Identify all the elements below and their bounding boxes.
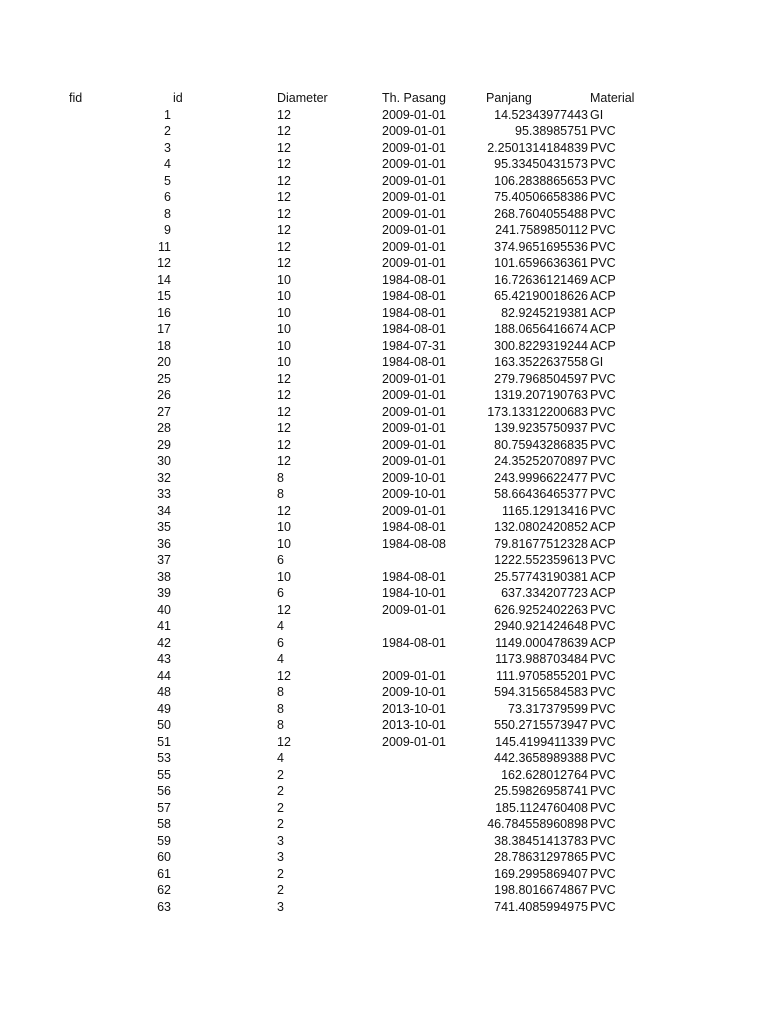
cell-th-pasang: 2009-01-01 [382,206,446,221]
cell-material: PVC [590,718,616,732]
cell-diameter: 6 [277,586,284,600]
cell-diameter: 8 [277,685,284,699]
cell-panjang: 80.75943286835 [494,437,588,452]
cell-panjang: 1222.552359613 [494,553,588,567]
cell-diameter: 3 [277,833,284,848]
cell-material: PVC [590,668,616,683]
cell-diameter: 10 [277,289,291,303]
cell-th-pasang: 1984-08-01 [382,289,446,303]
table-row [0,206,768,223]
cell-material: PVC [590,701,616,716]
table-row [0,734,768,751]
table-row [0,651,768,668]
cell-material: PVC [590,767,616,782]
cell-id: 50 [157,718,171,732]
cell-id: 20 [157,355,171,369]
cell-th-pasang: 2009-01-01 [382,388,446,402]
cell-panjang: 185.1124760408 [495,800,588,815]
table-row [0,371,768,388]
cell-diameter: 12 [277,503,291,518]
cell-th-pasang: 1984-08-01 [382,272,446,287]
cell-th-pasang: 2009-10-01 [382,685,446,699]
cell-th-pasang: 2009-01-01 [382,602,446,617]
table-row [0,536,768,553]
cell-id: 34 [157,503,171,518]
cell-id: 41 [157,619,171,633]
cell-material: PVC [590,487,616,501]
cell-diameter: 12 [277,734,291,749]
header-th-pasang: Th. Pasang [382,91,446,105]
cell-th-pasang: 1984-10-01 [382,586,446,600]
cell-panjang: 1319.207190763 [494,388,588,402]
table-row [0,684,768,701]
cell-panjang: 65.42190018626 [494,289,588,303]
cell-diameter: 3 [277,850,284,864]
cell-id: 9 [164,223,171,237]
cell-material: PVC [590,619,616,633]
cell-id: 8 [164,206,171,221]
cell-panjang: 594.3156584583 [494,685,588,699]
cell-panjang: 1149.000478639 [495,635,588,650]
cell-th-pasang: 2009-01-01 [382,734,446,749]
cell-th-pasang: 2013-10-01 [382,701,446,716]
cell-id: 58 [157,817,171,831]
table-row [0,668,768,685]
header-id: id [173,91,183,105]
table-row [0,585,768,602]
cell-th-pasang: 2009-01-01 [382,190,446,204]
cell-panjang: 73.317379599 [508,701,588,716]
spreadsheet-table [0,90,768,915]
cell-panjang: 198.8016674867 [494,883,588,897]
table-row [0,899,768,916]
cell-material: ACP [590,305,616,320]
cell-panjang: 243.9996622477 [494,470,588,485]
cell-id: 3 [164,140,171,155]
cell-panjang: 300.8229319244 [494,338,588,353]
table-row [0,288,768,305]
table-row [0,404,768,421]
cell-id: 5 [164,173,171,188]
cell-id: 35 [157,520,171,534]
cell-panjang: 188.0656416674 [494,322,588,336]
cell-th-pasang: 2009-01-01 [382,239,446,254]
cell-id: 36 [157,536,171,551]
table-row [0,569,768,586]
cell-material: PVC [590,503,616,518]
cell-panjang: 95.38985751 [515,124,588,138]
cell-diameter: 12 [277,157,291,171]
cell-panjang: 16.72636121469 [494,272,588,287]
cell-material: ACP [590,338,616,353]
cell-panjang: 173.13312200683 [487,404,588,419]
cell-material: PVC [590,685,616,699]
cell-th-pasang: 2013-10-01 [382,718,446,732]
cell-material: PVC [590,652,616,666]
cell-diameter: 8 [277,470,284,485]
cell-material: PVC [590,899,616,914]
table-row [0,189,768,206]
cell-th-pasang: 2009-01-01 [382,124,446,138]
cell-id: 63 [157,899,171,914]
cell-diameter: 3 [277,899,284,914]
cell-th-pasang: 2009-01-01 [382,454,446,468]
header-diameter: Diameter [277,91,328,105]
cell-id: 12 [157,256,171,270]
cell-panjang: 14.52343977443 [494,107,588,122]
cell-material: PVC [590,602,616,617]
cell-diameter: 10 [277,520,291,534]
cell-id: 2 [164,124,171,138]
cell-panjang: 111.9705855201 [496,668,588,683]
cell-material: PVC [590,239,616,254]
cell-panjang: 25.57743190381 [494,569,588,584]
table-row [0,420,768,437]
cell-id: 44 [157,668,171,683]
cell-panjang: 145.4199411339 [495,734,588,749]
cell-id: 38 [157,569,171,584]
cell-diameter: 2 [277,800,284,815]
cell-diameter: 2 [277,784,284,798]
cell-diameter: 12 [277,223,291,237]
cell-diameter: 4 [277,652,284,666]
cell-panjang: 46.784558960898 [487,817,588,831]
cell-material: GI [590,355,604,369]
cell-th-pasang: 2009-10-01 [382,470,446,485]
cell-diameter: 12 [277,421,291,435]
cell-material: ACP [590,586,616,600]
table-row [0,717,768,734]
table-row [0,635,768,652]
cell-id: 6 [164,190,171,204]
table-row [0,107,768,124]
cell-diameter: 12 [277,437,291,452]
table-row [0,519,768,536]
cell-id: 39 [157,586,171,600]
cell-diameter: 12 [277,256,291,270]
cell-id: 11 [158,239,171,254]
cell-diameter: 12 [277,107,291,122]
table-row [0,239,768,256]
table-row [0,123,768,140]
cell-panjang: 1173.988703484 [495,652,588,666]
table-row [0,552,768,569]
cell-diameter: 12 [277,140,291,155]
cell-diameter: 8 [277,718,284,732]
header-fid: fid [69,91,83,105]
table-row [0,783,768,800]
cell-material: PVC [590,190,616,204]
cell-diameter: 10 [277,305,291,320]
cell-material: ACP [590,536,616,551]
cell-id: 29 [157,437,171,452]
cell-th-pasang: 1984-08-08 [382,536,446,551]
cell-diameter: 12 [277,388,291,402]
cell-material: PVC [590,371,616,386]
table-row [0,750,768,767]
cell-id: 42 [157,635,171,650]
cell-id: 48 [157,685,171,699]
cell-id: 43 [157,652,171,666]
cell-material: PVC [590,157,616,171]
cell-th-pasang: 1984-08-01 [382,322,446,336]
cell-th-pasang: 2009-01-01 [382,437,446,452]
cell-diameter: 10 [277,272,291,287]
cell-diameter: 4 [277,751,284,765]
cell-material: PVC [590,751,616,765]
cell-id: 32 [157,470,171,485]
cell-id: 53 [157,751,171,765]
cell-material: PVC [590,850,616,864]
cell-diameter: 6 [277,553,284,567]
table-row [0,453,768,470]
cell-id: 57 [157,800,171,815]
cell-panjang: 550.2715573947 [494,718,588,732]
header-panjang: Panjang [486,91,532,105]
cell-th-pasang: 1984-07-31 [382,338,446,353]
cell-panjang: 79.81677512328 [494,536,588,551]
table-row [0,437,768,454]
table-row [0,701,768,718]
table-row [0,866,768,883]
cell-th-pasang: 2009-01-01 [382,668,446,683]
table-row [0,305,768,322]
cell-th-pasang: 2009-01-01 [382,256,446,270]
cell-th-pasang: 1984-08-01 [382,569,446,584]
table-row [0,222,768,239]
cell-material: PVC [590,800,616,815]
cell-panjang: 442.3658989388 [494,751,588,765]
table-row [0,882,768,899]
cell-id: 30 [157,454,171,468]
cell-id: 15 [157,289,171,303]
cell-diameter: 12 [277,239,291,254]
cell-panjang: 101.6596636361 [494,256,588,270]
cell-panjang: 58.66436465377 [494,487,588,501]
table-row [0,173,768,190]
cell-id: 1 [164,107,171,122]
cell-panjang: 169.2995869407 [494,866,588,881]
cell-diameter: 10 [277,355,291,369]
cell-material: PVC [590,206,616,221]
cell-diameter: 2 [277,767,284,782]
cell-panjang: 28.78631297865 [494,850,588,864]
cell-panjang: 24.35252070897 [494,454,588,468]
cell-material: ACP [590,520,616,534]
table-row [0,800,768,817]
cell-material: PVC [590,784,616,798]
table-row [0,767,768,784]
cell-diameter: 12 [277,371,291,386]
cell-id: 60 [157,850,171,864]
cell-panjang: 139.9235750937 [494,421,588,435]
cell-id: 26 [157,388,171,402]
cell-panjang: 268.7604055488 [494,206,588,221]
cell-diameter: 10 [277,338,291,353]
cell-material: ACP [590,322,616,336]
table-row [0,338,768,355]
table-row [0,156,768,173]
cell-material: PVC [590,140,616,155]
cell-panjang: 95.33450431573 [494,157,588,171]
header-material: Material [590,91,635,105]
cell-id: 14 [157,272,171,287]
table-row [0,849,768,866]
cell-th-pasang: 1984-08-01 [382,635,446,650]
cell-id: 4 [164,157,171,171]
cell-diameter: 10 [277,322,291,336]
cell-material: PVC [590,256,616,270]
cell-th-pasang: 2009-01-01 [382,371,446,386]
cell-th-pasang: 2009-01-01 [382,223,446,237]
cell-th-pasang: 2009-01-01 [382,173,446,188]
cell-th-pasang: 2009-10-01 [382,487,446,501]
cell-diameter: 2 [277,883,284,897]
cell-diameter: 10 [277,536,291,551]
table-row [0,321,768,338]
cell-diameter: 8 [277,487,284,501]
cell-th-pasang: 2009-01-01 [382,157,446,171]
cell-material: PVC [590,470,616,485]
cell-panjang: 626.9252402263 [494,602,588,617]
cell-panjang: 25.59826958741 [494,784,588,798]
cell-id: 51 [157,734,171,749]
cell-panjang: 241.7589850112 [495,223,588,237]
cell-material: ACP [590,569,616,584]
cell-id: 17 [157,322,171,336]
cell-id: 62 [157,883,171,897]
cell-id: 25 [157,371,171,386]
cell-id: 55 [157,767,171,782]
cell-panjang: 1165.12913416 [502,503,588,518]
table-row [0,140,768,157]
cell-material: PVC [590,734,616,749]
table-row [0,470,768,487]
cell-id: 61 [157,866,171,881]
cell-panjang: 2940.921424648 [494,619,588,633]
header-row [0,90,768,107]
cell-diameter: 12 [277,173,291,188]
cell-material: PVC [590,833,616,848]
cell-panjang: 2.2501314184839 [487,140,588,155]
table-row [0,255,768,272]
table-row [0,486,768,503]
cell-diameter: 12 [277,454,291,468]
table-row [0,602,768,619]
cell-id: 18 [157,338,171,353]
cell-diameter: 12 [277,124,291,138]
cell-material: PVC [590,124,616,138]
cell-id: 33 [157,487,171,501]
cell-th-pasang: 1984-08-01 [382,355,446,369]
cell-th-pasang: 2009-01-01 [382,421,446,435]
cell-diameter: 2 [277,866,284,881]
cell-diameter: 10 [277,569,291,584]
cell-th-pasang: 2009-01-01 [382,404,446,419]
cell-panjang: 106.2838865653 [494,173,588,188]
cell-panjang: 163.3522637558 [494,355,588,369]
cell-id: 56 [157,784,171,798]
cell-panjang: 279.7968504597 [494,371,588,386]
cell-diameter: 8 [277,701,284,716]
cell-material: ACP [590,289,616,303]
cell-panjang: 374.9651695536 [494,239,588,254]
cell-id: 28 [157,421,171,435]
cell-material: PVC [590,388,616,402]
table-row [0,833,768,850]
cell-material: GI [590,107,604,122]
cell-panjang: 82.9245219381 [501,305,588,320]
cell-panjang: 38.38451413783 [494,833,588,848]
cell-id: 40 [157,602,171,617]
cell-material: PVC [590,866,616,881]
cell-material: PVC [590,421,616,435]
table-row [0,354,768,371]
cell-diameter: 12 [277,602,291,617]
table-row [0,387,768,404]
cell-th-pasang: 1984-08-01 [382,520,446,534]
cell-th-pasang: 2009-01-01 [382,503,446,518]
cell-diameter: 4 [277,619,284,633]
cell-material: ACP [590,635,616,650]
cell-diameter: 12 [277,404,291,419]
cell-th-pasang: 2009-01-01 [382,140,446,155]
cell-material: PVC [590,404,616,419]
cell-diameter: 12 [277,190,291,204]
cell-panjang: 162.628012764 [501,767,588,782]
table-row [0,272,768,289]
cell-th-pasang: 2009-01-01 [382,107,446,122]
cell-id: 59 [157,833,171,848]
cell-panjang: 637.334207723 [501,586,588,600]
table-row [0,618,768,635]
cell-id: 16 [157,305,171,320]
cell-id: 27 [157,404,171,419]
cell-material: PVC [590,223,616,237]
cell-material: PVC [590,454,616,468]
cell-diameter: 2 [277,817,284,831]
cell-panjang: 741.4085994975 [494,899,588,914]
cell-panjang: 132.0802420852 [494,520,588,534]
cell-id: 49 [157,701,171,716]
cell-material: ACP [590,272,616,287]
cell-diameter: 12 [277,206,291,221]
table-body [0,107,768,916]
cell-material: PVC [590,437,616,452]
cell-material: PVC [590,883,616,897]
cell-material: PVC [590,817,616,831]
cell-th-pasang: 1984-08-01 [382,305,446,320]
cell-material: PVC [590,553,616,567]
table-row [0,816,768,833]
cell-material: PVC [590,173,616,188]
table-row [0,503,768,520]
cell-panjang: 75.40506658386 [494,190,588,204]
cell-diameter: 12 [277,668,291,683]
cell-id: 37 [157,553,171,567]
cell-diameter: 6 [277,635,284,650]
